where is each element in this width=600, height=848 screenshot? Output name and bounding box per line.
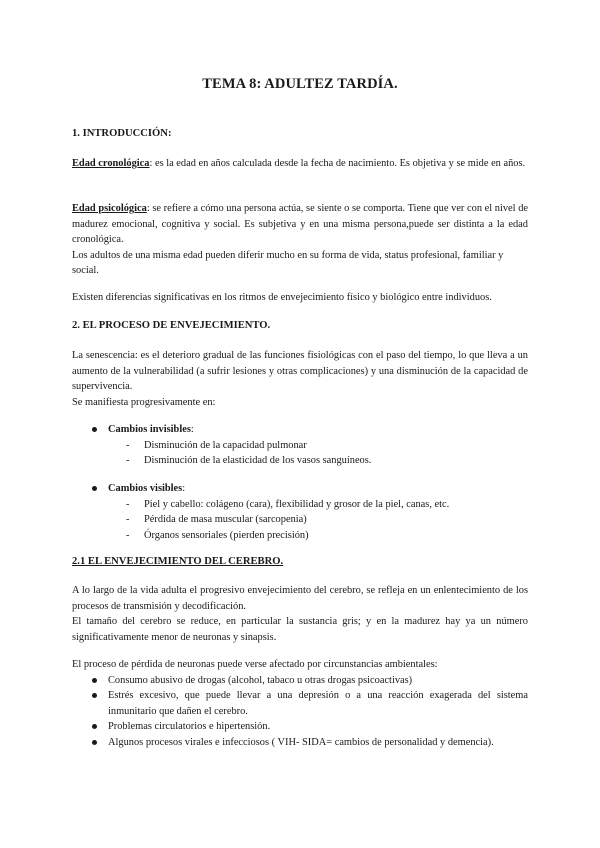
list-cambios-invisibles [72,422,528,469]
list-item: - Disminución de la elasticidad de los vasos sanguíneos. [72,453,528,469]
list-item: - Órganos sensoriales (pierden precisión) [72,528,528,544]
document-title: TEMA 8: ADULTEZ TARDÍA. [202,76,398,92]
list-item: - Disminución de la capacidad pulmonar [72,438,528,454]
list-item: Algunos procesos virales e infecciosos ( VIH- SIDA= cambios de personalidad y demencia). [72,735,528,751]
text-cerebro-p3: El proceso de pérdida de neuronas puede verse afectado por circunstancias ambientales: [72,659,438,670]
text-senescencia: La senescencia: es el deterioro gradual de las funciones fisiológicas con el paso del tiempo, lo que lleva a un aumento de la vulnerabilidad (a sufrir lesiones y otras complicaciones) y una disminución de la capacidad de supervivencia. [72,350,528,392]
bullet-icon [92,693,97,698]
list-item: Estrés excesivo, que puede llevar a una depresión o a una reacción exagerada del sistema inmunitario que dañen el cerebro. [72,688,528,719]
paragraph-edad-cronologica [72,156,528,172]
bullet-icon [92,486,97,491]
text-adultos: Los adultos de una misma edad pueden diferir mucho en su forma de vida, status profesional, familiar y social. [72,249,504,276]
list-item: - Piel y cabello: colágeno (cara), flexibilidad y grosor de la piel, canas, etc. [72,497,528,513]
list-item: Cambios invisibles: [72,422,528,438]
text-manifiesta: Se manifiesta progresivamente en: [72,396,216,408]
text-cerebro-p2: El tamaño del cerebro se reduce, en particular la sustancia gris; y en la madurez hay ya un número significativamente menor de neuronas y sinapsis. [72,616,528,643]
section-heading-introduccion: 1. INTRODUCCIÓN: [72,128,172,139]
paragraph-perdida-neuronas [72,657,528,750]
bullet-icon [92,678,97,683]
paragraph-diferencias: Existen diferencias significativas en los ritmos de envejecimiento físico y biológico entre individuos. [72,292,492,303]
bullet-icon [92,740,97,745]
dash-icon: - [126,455,130,466]
text-edad-psicologica: : se refiere a cómo una persona actúa, se siente o se comporta. Tiene que ver con el nivel de madurez emocional, cognitiva y social. Es subjetiva y en una misma persona,puede ser distinta a la edad cronológica. [72,203,528,245]
section-heading-envejecimiento-cerebro: 2.1 EL ENVEJECIMIENTO DEL CEREBRO. [72,556,284,567]
dash-icon: - [126,529,130,541]
term-edad-cronologica: Edad cronológica [72,158,150,169]
term-edad-psicologica: Edad psicológica [72,203,147,214]
paragraph-cerebro [72,583,528,645]
dash-icon: - [126,498,130,510]
text-edad-cronologica: : es la edad en años calculada desde la fecha de nacimiento. Es objetiva y se mide en años. [149,158,526,169]
text-cerebro-p1: A lo largo de la vida adulta el progresivo envejecimiento del cerebro, se refleja en un enlentecimiento de los procesos de transmisión y decodificación. [72,585,528,612]
paragraph-senescencia [72,348,528,410]
list-cambios-visibles [72,481,528,543]
label-cambios-invisibles: Cambios invisibles [108,424,191,435]
label-cambios-visibles: Cambios visibles [108,483,183,494]
section-heading-proceso-envejecimiento: 2. EL PROCESO DE ENVEJECIMIENTO. [72,320,271,331]
paragraph-edad-psicologica [72,201,528,279]
bullet-icon [92,724,97,729]
list-item: Problemas circulatorios e hipertensión. [72,719,528,735]
list-item: Consumo abusivo de drogas (alcohol, tabaco u otras drogas psicoactivas) [72,673,528,689]
list-item: Cambios visibles: [72,481,528,497]
list-item: - Pérdida de masa muscular (sarcopenia) [72,512,528,528]
bullet-icon [92,427,97,432]
dash-icon: - [126,439,130,451]
dash-icon: - [126,514,130,525]
